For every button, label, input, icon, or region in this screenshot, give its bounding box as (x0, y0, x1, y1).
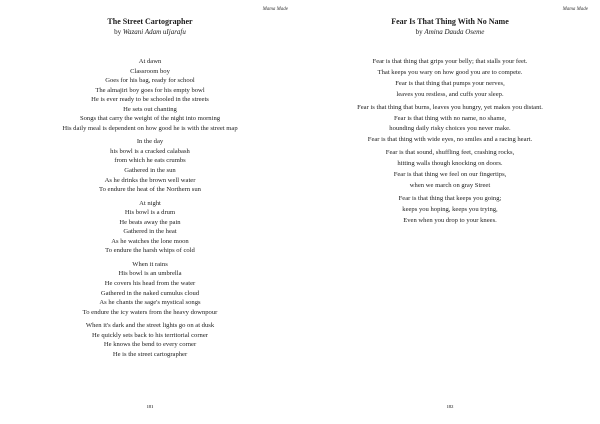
poem-line: At night (139, 199, 161, 207)
poem-byline (300, 28, 600, 36)
poem-line: Fear is that thing with wide eyes, no smiles and a racing heart. (367, 136, 533, 144)
poem-line: Gathered in the sun (124, 167, 176, 175)
poem-line: Fear is that thing that grips your belly; that stalls your feet. (372, 58, 528, 65)
poem-line: The almajiri boy goes for his empty bowl (95, 86, 205, 94)
poem-line: When it rains (132, 260, 168, 268)
poem-line: Fear is that thing with no name, no shame, (393, 114, 507, 122)
poem-line: hounding daily risky choices you never make. (389, 125, 511, 133)
poem-line: Classroom boy (130, 67, 170, 75)
poem-line: To endure the heat of the Northern sun (99, 186, 201, 194)
poem-line: Gathered in the heat (123, 228, 177, 236)
poem-line: He covers his head from the water (104, 280, 196, 288)
poem-line: his bowl is a cracked calabash (110, 147, 190, 155)
poem-line: Fear is that thing we feel on our fingertips, (393, 171, 507, 179)
right-page (300, 0, 600, 424)
poem-line: In the day (136, 138, 164, 146)
poem-body (0, 57, 300, 363)
poem-line: He quickly sets back to his territorial corner (92, 331, 208, 339)
poem-title: The Street Cartographer (107, 17, 193, 26)
poem-line: When it's dark and the street lights go on at dusk (85, 322, 215, 330)
poem-line: Fear is that sound, shuffling feet, crashing rocks, (385, 149, 515, 157)
poem-line: hitting walls though knocking on doors. (397, 160, 503, 168)
poem-line: Fear is that thing that burns, leaves you hungry, yet makes you distant. (357, 103, 543, 111)
stanza (300, 148, 600, 192)
poem-line: At dawn (138, 58, 162, 65)
running-head: Mama Made (562, 7, 588, 12)
poem-line: Fear is that thing that pumps your nerves, (395, 79, 505, 87)
poem-line: leaves you restless, and cuffs your sleep. (396, 90, 504, 98)
poem-title: Fear Is That Thing With No Name (391, 17, 509, 26)
poem-line: Songs that carry the weight of the night into morning (79, 115, 221, 123)
poem-author: Amina Dauda Oseme (424, 28, 485, 36)
poem-line: He sets out chanting (123, 105, 177, 113)
page-number: 181 (146, 404, 154, 409)
stanza (0, 321, 300, 359)
running-head: Mama Made (262, 7, 288, 12)
poem-line: Gathered in the naked cumulus cloud (100, 289, 200, 297)
poem-body (300, 57, 600, 229)
poem-line: He knows the bend to every corner (103, 341, 197, 349)
poem-line: keeps you hoping, keeps you trying, (402, 205, 498, 213)
stanza (0, 260, 300, 317)
poem-line: His bowl is an umbrella (118, 270, 182, 278)
page-number: 182 (446, 404, 454, 409)
poem-line: To endure the harsh whips of cold (105, 247, 195, 255)
stanza (300, 194, 600, 227)
poem-line: Goes for his bag, ready for school (105, 77, 195, 85)
stanza (0, 57, 300, 133)
poem-line: He is ever ready to be schooled in the streets (91, 96, 209, 104)
poem-line: when we march on gray Street (409, 181, 491, 189)
byline-prefix: by (114, 28, 122, 36)
poem-line: His bowl is a drum (124, 209, 176, 217)
poem-line: from which he eats crumbs (114, 157, 186, 165)
poem-byline (0, 28, 300, 36)
poem-line: To endure the icy waters from the heavy downpour (82, 308, 218, 316)
stanza (300, 103, 600, 147)
poem-line: Even when you drop to your knees. (403, 216, 497, 224)
poem-line: As he chants the sage's mystical songs (99, 299, 201, 307)
byline-prefix: by (415, 28, 423, 36)
poem-line: That keeps you wary on how good you are to compete. (377, 68, 523, 76)
poem-line: As he drinks the brown well water (104, 176, 196, 184)
poem-line: He beats away the pain (119, 218, 181, 226)
poem-line: Fear is that thing that keeps you going; (398, 194, 502, 202)
poem-line: As he watches the lone moon (111, 237, 189, 245)
stanza (300, 57, 600, 101)
stanza (0, 199, 300, 256)
stanza (0, 137, 300, 194)
poem-line: He is the street cartographer (112, 350, 188, 358)
poem-author: Wazani Adam uIjarafu (122, 28, 186, 36)
poem-line: His daily meal is dependent on how good he is with the street map (62, 124, 238, 132)
